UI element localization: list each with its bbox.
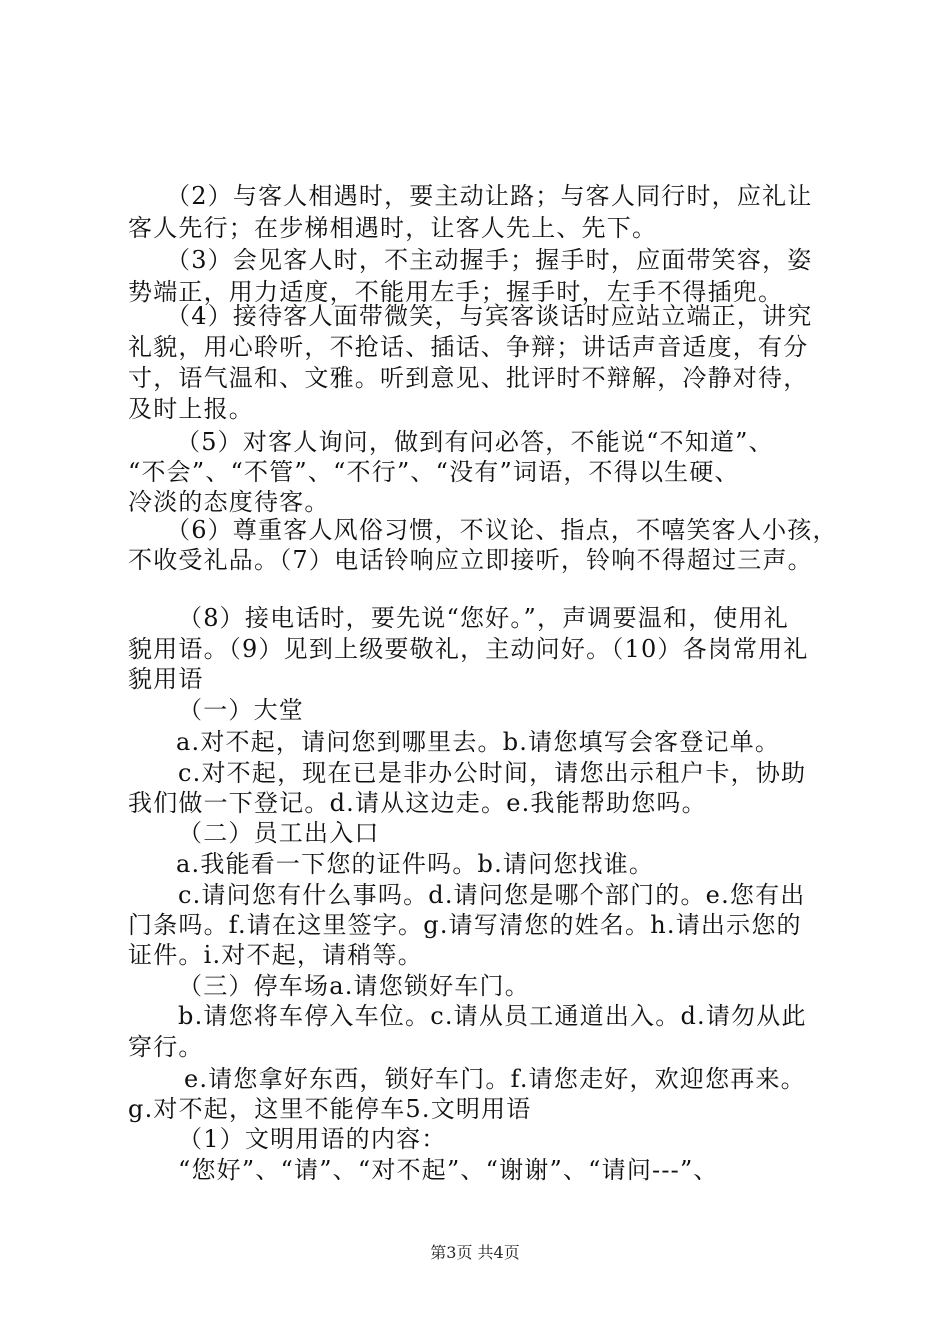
text-line: （一）大堂	[178, 696, 304, 724]
text-line: 貌用语。（9）见到上级要敬礼，主动问好。（10）各岗常用礼	[128, 635, 809, 663]
page-footer: 第3页 共4页	[430, 1243, 520, 1262]
text-line: 礼貌，用心聆听，不抢话、插话、争辩；讲话声音适度，有分	[128, 333, 809, 361]
text-line: （3）会见客人时，不主动握手；握手时，应面带笑容，姿	[166, 246, 813, 274]
text-line: 穿行。	[128, 1033, 204, 1061]
text-line: 及时上报。	[128, 395, 254, 423]
text-line: a.对不起，请问您到哪里去。b.请您填写会客登记单。	[176, 728, 781, 756]
text-line: 冷淡的态度待客。	[128, 488, 330, 516]
text-line: c.对不起，现在已是非办公时间，请您出示租户卡，协助	[178, 759, 807, 787]
text-line: 门条吗。f.请在这里签字。g.请写清您的姓名。h.请出示您的	[128, 911, 802, 939]
text-line: “不会”、“不管”、“不行”、“没有”词语，不得以生硬、	[128, 458, 740, 486]
text-line: g.对不起，这里不能停车5.文明用语	[128, 1095, 532, 1123]
text-line: 不收受礼品。（7）电话铃响应立即接听，铃响不得超过三声。	[128, 546, 813, 574]
text-line: （4）接待客人面带微笑，与宾客谈话时应站立端正，讲究	[166, 302, 813, 330]
text-line: （8）接电话时，要先说“您好。”，声调要温和，使用礼	[178, 604, 790, 632]
text-line: （2）与客人相遇时，要主动让路；与客人同行时，应礼让	[166, 182, 813, 210]
text-line: 客人先行；在步梯相遇时，让客人先上、先下。	[128, 214, 658, 242]
text-line: a.我能看一下您的证件吗。b.请问您找谁。	[176, 850, 655, 878]
text-line: （5）对客人询问，做到有问必答，不能说“不知道”、	[176, 428, 774, 456]
text-line: 貌用语	[128, 665, 204, 693]
text-line: （三）停车场a.请您锁好车门。	[178, 972, 530, 1000]
text-line: b.请您将车停入车位。c.请从员工通道出入。d.请勿从此	[178, 1002, 807, 1030]
text-line: e.请您拿好东西，锁好车门。f.请您走好，欢迎您再来。	[184, 1065, 806, 1093]
text-line: 证件。i.对不起，请稍等。	[128, 941, 423, 969]
text-line: （6）尊重客人风俗习惯，不议论、指点，不嘻笑客人小孩，	[166, 516, 838, 544]
text-line: c.请问您有什么事吗。d.请问您是哪个部门的。e.您有出	[178, 881, 806, 909]
text-line: （1）文明用语的内容：	[178, 1125, 447, 1153]
text-line: 我们做一下登记。d.请从这边走。e.我能帮助您吗。	[128, 789, 707, 817]
text-line: 寸，语气温和、文雅。听到意见、批评时不辩解，冷静对待，	[128, 364, 809, 392]
text-line: 势端正，用力适度，不能用左手；握手时，左手不得插兜。	[128, 278, 784, 306]
text-line: “您好”、“请”、“对不起”、“谢谢”、“请问---”、	[178, 1156, 719, 1184]
text-line: （二）员工出入口	[178, 819, 380, 847]
